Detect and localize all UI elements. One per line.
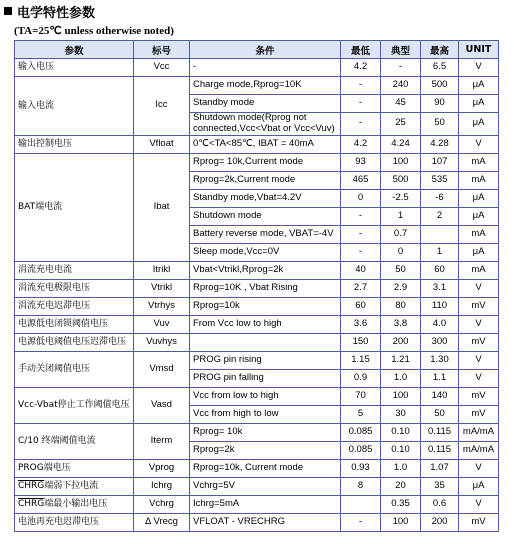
unit-cell: mA/mA	[459, 441, 499, 459]
param-cell: 电源低电闭锁阈值电压	[15, 315, 134, 333]
table-row	[15, 315, 499, 333]
max-cell: 3.1	[421, 279, 459, 297]
typ-cell: 50	[381, 261, 421, 279]
max-cell: 6.5	[421, 59, 459, 77]
condition-cell: Rprog=2k,Current mode	[190, 171, 341, 189]
condition-cell: Standby mode	[190, 95, 341, 113]
max-cell: 35	[421, 477, 459, 495]
typ-cell: 100	[381, 387, 421, 405]
param-cell: Vcc-Vbat停止工作阈值电压	[15, 387, 134, 423]
condition-cell: Vbat<Vtrikl,Rprog=2k	[190, 261, 341, 279]
condition-cell: From Vcc low to high	[190, 315, 341, 333]
min-cell: -	[341, 77, 381, 95]
max-cell: 0.115	[421, 441, 459, 459]
condition-cell: Rprog=10k	[190, 297, 341, 315]
symbol-cell: Itrikl	[134, 261, 190, 279]
spec-table-wrap	[14, 40, 498, 532]
max-cell: 0.115	[421, 423, 459, 441]
header-symbol: 标号	[134, 41, 190, 59]
param-cell: 涓流充电电流	[15, 261, 134, 279]
symbol-cell: Icc	[134, 77, 190, 136]
typ-cell: 25	[381, 113, 421, 136]
min-cell: 2.7	[341, 279, 381, 297]
min-cell: 40	[341, 261, 381, 279]
table-row	[15, 59, 499, 77]
symbol-cell: Vtrikl	[134, 279, 190, 297]
unit-cell: mV	[459, 405, 499, 423]
typ-cell: 0.10	[381, 423, 421, 441]
header-condition: 条件	[190, 41, 341, 59]
max-cell: 1.30	[421, 351, 459, 369]
min-cell: 0.085	[341, 423, 381, 441]
min-cell	[341, 495, 381, 513]
min-cell: 0	[341, 189, 381, 207]
table-row	[15, 513, 499, 531]
unit-cell: mA/mA	[459, 423, 499, 441]
condition-cell: Rprog=10K , Vbat Rising	[190, 279, 341, 297]
header-min: 最低	[341, 41, 381, 59]
symbol-cell: Δ Vrecg	[134, 513, 190, 531]
unit-cell: μA	[459, 77, 499, 95]
condition-cell: Vcc from low to high	[190, 387, 341, 405]
condition-cell: Rprog= 10k	[190, 423, 341, 441]
condition-cell: 0℃<TA<85℃, IBAT = 40mA	[190, 135, 341, 153]
table-row	[15, 495, 499, 513]
param-cell: C/10 终端阈值电流	[15, 423, 134, 459]
condition-cell: Rprog=2k	[190, 441, 341, 459]
param-cell: 电源低电阈值电压迟滞电压	[15, 333, 134, 351]
condition-cell: Rprog=10k, Current mode	[190, 459, 341, 477]
min-cell: 0.93	[341, 459, 381, 477]
unit-cell: μA	[459, 189, 499, 207]
unit-cell: μA	[459, 113, 499, 136]
condition-cell: Sleep mode,Vcc=0V	[190, 243, 341, 261]
typ-cell: 0.10	[381, 441, 421, 459]
unit-cell: V	[459, 459, 499, 477]
symbol-cell: Vmsd	[134, 351, 190, 387]
min-cell: 4.2	[341, 135, 381, 153]
max-cell: 140	[421, 387, 459, 405]
max-cell: 200	[421, 513, 459, 531]
typ-cell: 1.0	[381, 459, 421, 477]
param-cell: 输入电压	[15, 59, 134, 77]
min-cell: 5	[341, 405, 381, 423]
unit-cell: mV	[459, 513, 499, 531]
min-cell: 150	[341, 333, 381, 351]
unit-cell: V	[459, 59, 499, 77]
max-cell: 300	[421, 333, 459, 351]
max-cell: 107	[421, 153, 459, 171]
table-row	[15, 459, 499, 477]
unit-cell: mA	[459, 225, 499, 243]
param-cell: 手动关闭阈值电压	[15, 351, 134, 387]
param-cell: 涓流充电迟滞电压	[15, 297, 134, 315]
condition-cell: Shutdown mode	[190, 207, 341, 225]
min-cell: 70	[341, 387, 381, 405]
min-cell: -	[341, 207, 381, 225]
table-row	[15, 77, 499, 95]
typ-cell: 100	[381, 513, 421, 531]
typ-cell: 45	[381, 95, 421, 113]
param-cell: 输出控制电压	[15, 135, 134, 153]
max-cell: 50	[421, 405, 459, 423]
condition-cell: Battery reverse mode, VBAT=-4V	[190, 225, 341, 243]
table-row	[15, 333, 499, 351]
symbol-cell: Iterm	[134, 423, 190, 459]
min-cell: 0.9	[341, 369, 381, 387]
condition-cell: Charge mode,Rprog=10K	[190, 77, 341, 95]
min-cell: 4.2	[341, 59, 381, 77]
typ-cell: 1	[381, 207, 421, 225]
condition-cell: VFLOAT - VRECHRG	[190, 513, 341, 531]
unit-cell: V	[459, 135, 499, 153]
typ-cell: 500	[381, 171, 421, 189]
min-cell: 93	[341, 153, 381, 171]
min-cell: -	[341, 95, 381, 113]
unit-cell: mV	[459, 297, 499, 315]
max-cell: 1.1	[421, 369, 459, 387]
param-cell: BAT端电流	[15, 153, 134, 261]
param-cell: 电池再充电迟滞电压	[15, 513, 134, 531]
header-max: 最高	[421, 41, 459, 59]
section-title-text: 电学特性参数	[17, 5, 96, 21]
conditions-note: (TA=25℃ unless otherwise noted)	[14, 25, 174, 37]
symbol-cell: Ibat	[134, 153, 190, 261]
max-cell: 4.28	[421, 135, 459, 153]
symbol-cell: Vchrg	[134, 495, 190, 513]
min-cell: 465	[341, 171, 381, 189]
symbol-cell: Vuv	[134, 315, 190, 333]
symbol-cell: Vprog	[134, 459, 190, 477]
header-param: 参数	[15, 41, 134, 59]
condition-cell: Vcc from high to low	[190, 405, 341, 423]
unit-cell: V	[459, 279, 499, 297]
min-cell: -	[341, 513, 381, 531]
condition-cell: -	[190, 59, 341, 77]
unit-cell: V	[459, 351, 499, 369]
max-cell: 500	[421, 77, 459, 95]
header-unit: UNIT	[459, 41, 499, 59]
typ-cell: 3.8	[381, 315, 421, 333]
unit-cell: μA	[459, 477, 499, 495]
min-cell: 3.6	[341, 315, 381, 333]
typ-cell: 200	[381, 333, 421, 351]
electrical-characteristics-table	[14, 40, 499, 532]
min-cell: 8	[341, 477, 381, 495]
typ-cell: -2.5	[381, 189, 421, 207]
unit-cell: mV	[459, 387, 499, 405]
table-row	[15, 153, 499, 171]
max-cell: 90	[421, 95, 459, 113]
max-cell: 1.07	[421, 459, 459, 477]
symbol-cell: Vasd	[134, 387, 190, 423]
condition-cell: Vchrg=5V	[190, 477, 341, 495]
symbol-cell: Ichrg	[134, 477, 190, 495]
unit-cell: V	[459, 369, 499, 387]
param-cell: 输入电流	[15, 77, 134, 136]
unit-cell: μA	[459, 207, 499, 225]
unit-cell: μA	[459, 243, 499, 261]
param-cell: 涓流充电极限电压	[15, 279, 134, 297]
min-cell: 60	[341, 297, 381, 315]
min-cell: -	[341, 225, 381, 243]
typ-cell: 20	[381, 477, 421, 495]
condition-cell: Standby mode,Vbat=4.2V	[190, 189, 341, 207]
unit-cell: mA	[459, 153, 499, 171]
condition-cell: Shutdown mode(Rprog not connected,Vcc<Vbat or Vcc<Vuv)	[190, 113, 341, 136]
max-cell: 535	[421, 171, 459, 189]
symbol-cell: Vcc	[134, 59, 190, 77]
condition-cell: Ichrg=5mA	[190, 495, 341, 513]
table-body	[15, 59, 499, 532]
table-row	[15, 297, 499, 315]
typ-cell: 1.0	[381, 369, 421, 387]
typ-cell: 240	[381, 77, 421, 95]
param-cell: PROG端电压	[15, 459, 134, 477]
typ-cell: 0.35	[381, 495, 421, 513]
table-row	[15, 351, 499, 369]
table-row	[15, 135, 499, 153]
typ-cell: 4.24	[381, 135, 421, 153]
typ-cell: 1.21	[381, 351, 421, 369]
max-cell: 60	[421, 261, 459, 279]
param-cell: CHRG端弱下拉电流	[15, 477, 134, 495]
max-cell: 2	[421, 207, 459, 225]
unit-cell: mA	[459, 171, 499, 189]
condition-cell: Rprog= 10k,Current mode	[190, 153, 341, 171]
max-cell: -6	[421, 189, 459, 207]
table-row	[15, 477, 499, 495]
symbol-cell: Vtrhys	[134, 297, 190, 315]
symbol-cell: Vfloat	[134, 135, 190, 153]
condition-cell	[190, 333, 341, 351]
unit-cell: mV	[459, 333, 499, 351]
condition-cell: PROG pin falling	[190, 369, 341, 387]
condition-cell: PROG pin rising	[190, 351, 341, 369]
unit-cell: μA	[459, 95, 499, 113]
unit-cell: V	[459, 315, 499, 333]
min-cell: 0.085	[341, 441, 381, 459]
unit-cell: V	[459, 495, 499, 513]
typ-cell: 80	[381, 297, 421, 315]
max-cell	[421, 225, 459, 243]
header-typ: 典型	[381, 41, 421, 59]
min-cell: 1.15	[341, 351, 381, 369]
table-row	[15, 387, 499, 405]
typ-cell: -	[381, 59, 421, 77]
section-title	[4, 2, 95, 20]
unit-cell: mA	[459, 261, 499, 279]
bullet-square-icon	[4, 7, 12, 15]
typ-cell: 2.9	[381, 279, 421, 297]
table-row	[15, 279, 499, 297]
symbol-cell: Vuvhys	[134, 333, 190, 351]
max-cell: 50	[421, 113, 459, 136]
min-cell: -	[341, 243, 381, 261]
max-cell: 0.6	[421, 495, 459, 513]
table-header-row	[15, 41, 499, 59]
max-cell: 1	[421, 243, 459, 261]
max-cell: 110	[421, 297, 459, 315]
param-cell: CHRG端最小输出电压	[15, 495, 134, 513]
table-row	[15, 261, 499, 279]
typ-cell: 100	[381, 153, 421, 171]
max-cell: 4.0	[421, 315, 459, 333]
typ-cell: 0	[381, 243, 421, 261]
typ-cell: 0.7	[381, 225, 421, 243]
table-row	[15, 423, 499, 441]
min-cell: -	[341, 113, 381, 136]
typ-cell: 30	[381, 405, 421, 423]
